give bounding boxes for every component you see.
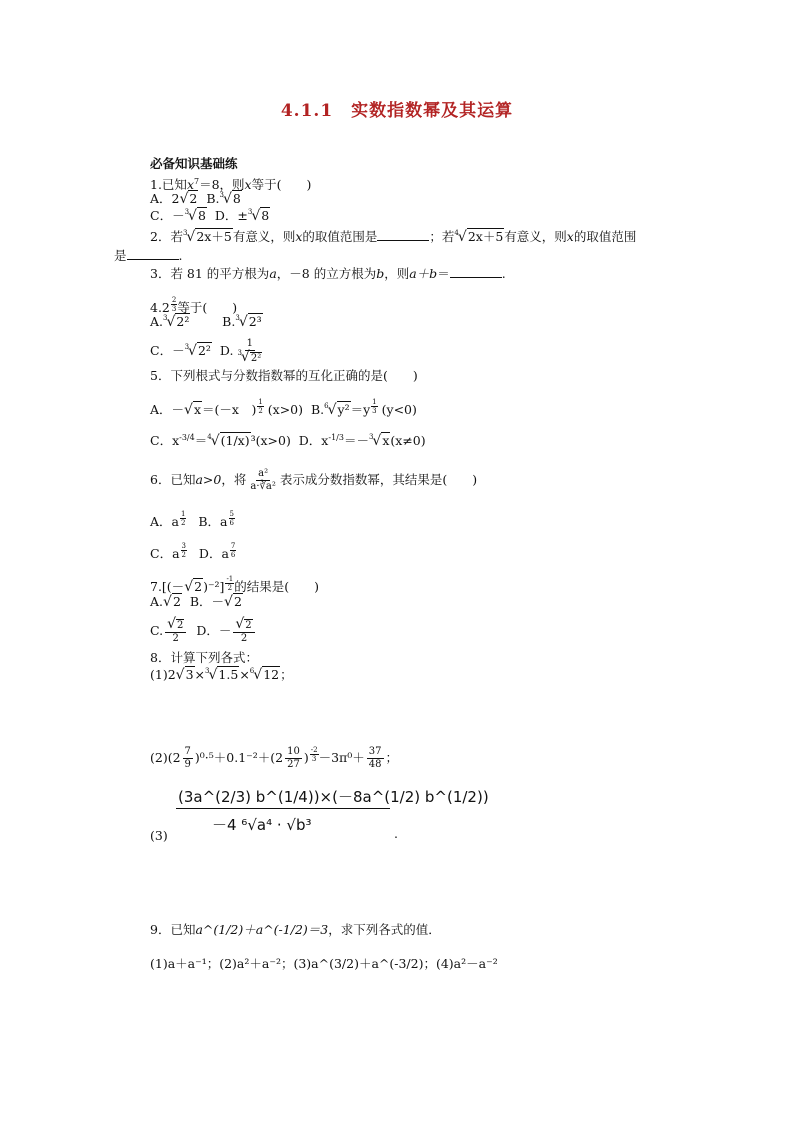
question-3: 3．若 81 的平方根为a，－8 的立方根为b，则a＋b＝ . (150, 266, 506, 281)
question-5-options-cd: C．$x^{-3/4}=^4√(1/x)^3(x>0)$ D．$x^{-1/3}=-^3√x(x\ne 0)$ (150, 433, 426, 450)
question-8-part-3-denominator: －4 ⁶√a⁴ · √b³ (212, 816, 312, 834)
question-1-stem: 1.已知$x^7=8$，则x等于( ) (150, 177, 312, 193)
question-8-part-1: (1)2√3×$^3$√1.5×$^6$√12； (150, 667, 293, 683)
question-4-stem: 4.2 $\frac{2}{3}$ 等于( ) (150, 296, 238, 315)
question-6-stem: 6．已知a>0，将 $\frac{\text{a²}}{\text{a·∛a²}}$ 表示成分数指数幂，其结果是( ) (150, 468, 478, 492)
question-8-part-3-fraction-bar (176, 808, 390, 809)
question-1-options-ab: A．2√2 B.$^3$√8 (150, 191, 241, 207)
question-8-part-3-end: . (394, 826, 398, 841)
question-6-options-cd: C．a $\frac{3}{2}$ D．a $\frac{7}{6}$ (150, 542, 236, 561)
question-5-options-ab: A．－√x＝(－x ) $\frac{1}{2}$ (x>0) B.$^6$√y²＝y $\frac{1}{3}$ (y<0) (150, 398, 417, 418)
question-8-stem: 8．计算下列各式： (150, 650, 258, 665)
question-2-stem: 2．若$^3$√2x＋5有意义，则x的取值范围是 ；若$^4$√2x＋5有意义，则x的取值范围 (150, 229, 637, 245)
page-title: 4.1.1 实数指数幂及其运算 (280, 101, 514, 121)
question-4-options-ab: A.$^3$√2² B.$^3$√2³ (150, 314, 262, 330)
question-9-stem: 9．已知a^(1/2)＋a^(-1/2)＝3，求下列各式的值． (150, 922, 441, 937)
question-9-parts: (1)a＋a⁻¹；(2)a²＋a⁻²；(3)a^(3/2)＋a^(-3/2)；(4)a²－a⁻² (150, 956, 498, 971)
question-8-part-3-numerator: (3a^(2/3) b^(1/4))×(－8a^(1/2) b^(1/2)) (178, 788, 489, 806)
question-5-stem: 5．下列根式与分数指数幂的互化正确的是( ) (150, 368, 418, 383)
question-7-stem: 7.[(－√2)⁻²] $\frac{-1}{2}$ 的结果是( ) (150, 575, 320, 595)
question-1-options-cd: C．－$^3$√8 D．±$^3$√8 (150, 208, 270, 224)
section-heading: 必备知识基础练 (150, 156, 238, 171)
question-6-options-ab: A．a $\frac{1}{2}$ B．a $\frac{5}{6}$ (150, 510, 234, 529)
question-2-continued: 是 . (114, 248, 183, 263)
question-8-part-3-label: (3) (150, 828, 168, 843)
question-7-options-ab: A.√2 B．－√2 (150, 594, 242, 610)
question-7-options-cd: C. $\frac{√2}{2}$ D．－ $\frac{√2}{2}$ (150, 618, 257, 645)
question-8-part-2: (2)(2 $\frac{7}{9}$ )⁰·⁵＋0.1⁻²＋(2 $\frac{10}{27}$ ) $\frac{-2}{3}$ －3π⁰＋ $\frac{37}{48}$ ； (150, 746, 399, 770)
question-4-options-cd: C．－$^3$√2² D. $\frac{1}{^3√2^2}$ (150, 338, 262, 365)
